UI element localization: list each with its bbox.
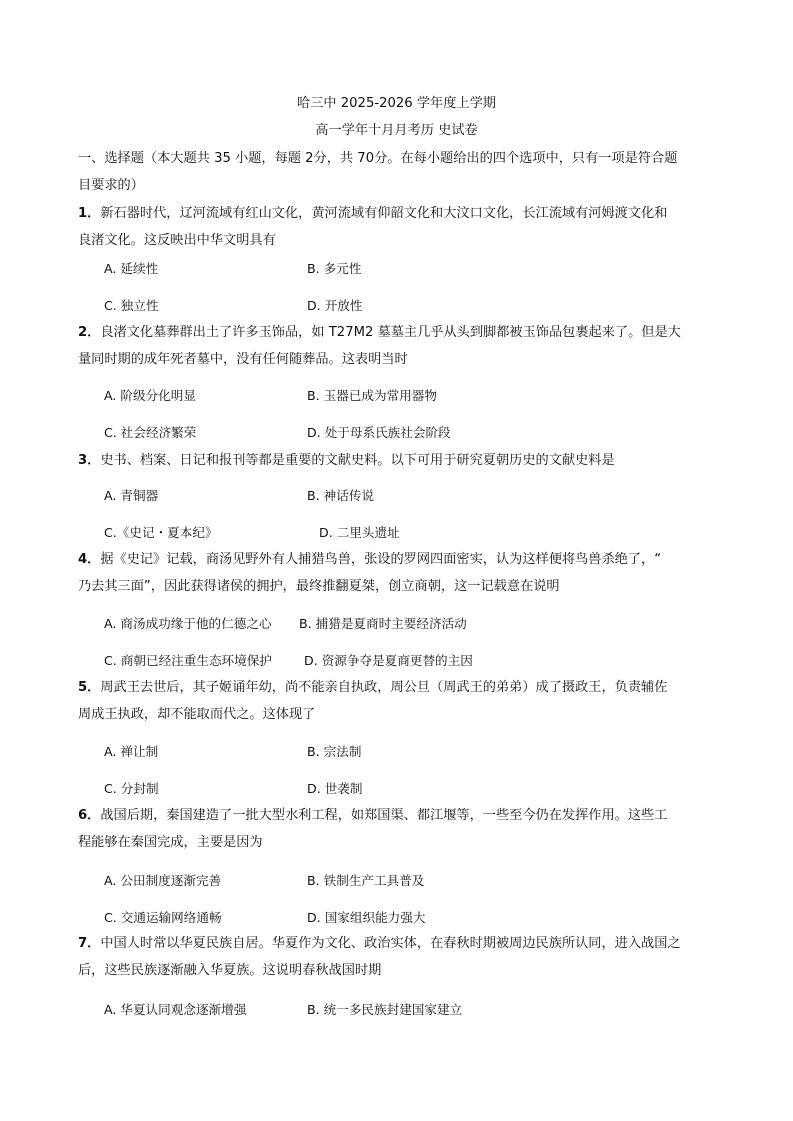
question-1-option-a[interactable]: A. 延续性 — [104, 261, 159, 276]
question-number: 2． — [78, 325, 101, 340]
question-4-stem-line1 — [78, 551, 661, 569]
question-6-option-d[interactable]: D. 国家组织能力强大 — [307, 910, 426, 925]
question-1-option-b[interactable]: B. 多元性 — [307, 261, 362, 276]
question-5-option-a[interactable]: A. 禅让制 — [104, 744, 159, 759]
question-number: 3． — [78, 453, 101, 468]
question-6-stem-line1 — [78, 807, 667, 825]
question-number: 1． — [78, 206, 101, 221]
question-text: 战国后期，秦国建造了一批大型水利工程，如郑国渠、都江堰等，一些至今仍在发挥作用。这些工 — [100, 808, 668, 823]
question-2-stem-line1 — [78, 324, 681, 342]
question-3-option-d[interactable]: D. 二里头遗址 — [319, 525, 400, 540]
question-6-option-a[interactable]: A. 公田制度逐渐完善 — [104, 873, 222, 888]
question-2-option-a[interactable]: A. 阶级分化明显 — [104, 388, 196, 403]
question-5-stem-line1 — [78, 679, 667, 697]
exam-subtitle: 高一学年十月月考历 史试卷 — [315, 123, 478, 138]
question-1-option-c[interactable]: C. 独立性 — [104, 298, 159, 313]
question-7-option-b[interactable]: B. 统一多民族封建国家建立 — [307, 1002, 463, 1017]
question-3-option-c[interactable]: C.《史记・夏本纪》 — [104, 525, 218, 540]
question-2-stem-line2: 量同时期的成年死者墓中，没有任何随葬品。这表明当时 — [78, 352, 408, 367]
question-6-stem-line2: 程能够在秦国完成，主要是因为 — [78, 835, 263, 850]
question-7-option-a[interactable]: A. 华夏认同观念逐渐增强 — [104, 1002, 247, 1017]
question-1-stem-line2: 良渚文化。这反映出中华文明具有 — [78, 233, 276, 248]
question-4-option-b[interactable]: B. 捕猎是夏商时主要经济活动 — [299, 616, 467, 631]
question-4-option-d[interactable]: D. 资源争夺是夏商更替的主因 — [304, 653, 473, 668]
question-6-option-c[interactable]: C. 交通运输网络通畅 — [104, 910, 222, 925]
exam-title: 哈三中 2025-2026 学年度上学期 — [297, 96, 496, 111]
question-5-option-b[interactable]: B. 宗法制 — [307, 744, 362, 759]
question-5-stem-line2: 周成王执政，却不能取而代之。这体现了 — [78, 707, 316, 722]
question-6-option-b[interactable]: B. 铁制生产工具普及 — [307, 873, 425, 888]
question-1-option-d[interactable]: D. 开放性 — [307, 298, 363, 313]
question-7-stem-line2: 后，这些民族逐渐融入华夏族。这说明春秋战国时期 — [78, 963, 382, 978]
question-2-option-b[interactable]: B. 玉器已成为常用器物 — [307, 388, 437, 403]
question-number: 6． — [78, 808, 101, 823]
question-1-stem-line1 — [78, 205, 667, 223]
question-4-stem-line2: 乃去其三面”，因此获得诸侯的拥护，最终推翻夏桀，创立商朝，这一记载意在说明 — [78, 579, 560, 594]
section-instructions-line1: 一、选择题（本大题共 35 小题，每题 2分，共 70分。在每小题给出的四个选项中，只有一项是符合题 — [78, 151, 678, 166]
question-3-option-b[interactable]: B. 神话传说 — [307, 488, 375, 503]
question-7-stem-line1 — [78, 935, 681, 953]
question-2-option-c[interactable]: C. 社会经济繁荣 — [104, 425, 197, 440]
question-4-option-a[interactable]: A. 商汤成功缘于他的仁德之心 — [104, 616, 272, 631]
question-number: 4． — [78, 552, 101, 567]
question-text: 周武王去世后，其子姬诵年幼，尚不能亲自执政，周公旦（周武王的弟弟）成了摄政王，负责辅佐 — [100, 680, 668, 695]
question-5-option-c[interactable]: C. 分封制 — [104, 781, 159, 796]
question-number: 7． — [78, 936, 101, 951]
question-4-option-c[interactable]: C. 商朝已经注重生态环境保护 — [104, 653, 272, 668]
question-text: 中国人时常以华夏民族自居。华夏作为文化、政治实体，在春秋时期被周边民族所认同，进入战国之 — [100, 936, 681, 951]
question-5-option-d[interactable]: D. 世袭制 — [307, 781, 363, 796]
question-3-option-a[interactable]: A. 青铜器 — [104, 488, 159, 503]
question-3-stem-line1 — [78, 452, 615, 470]
section-instructions-line2: 目要求的） — [78, 178, 144, 193]
question-number: 5． — [78, 680, 101, 695]
question-2-option-d[interactable]: D. 处于母系氏族社会阶段 — [307, 425, 451, 440]
question-text: 新石器时代，辽河流域有红山文化，黄河流域有仰韶文化和大汶口文化，长江流域有河姆渡文化和 — [100, 206, 668, 221]
question-text: 良渚文化墓葬群出土了许多玉饰品，如 T27M2 墓墓主几乎从头到脚都被玉饰品包裹起来了。但是大 — [100, 325, 681, 340]
question-text: 据《史记》记载，商汤见野外有人捕猎鸟兽，张设的罗网四面密实，认为这样便将鸟兽杀绝了，“ — [100, 552, 662, 567]
question-text: 史书、档案、日记和报刊等都是重要的文献史料。以下可用于研究夏朝历史的文献史料是 — [100, 453, 615, 468]
